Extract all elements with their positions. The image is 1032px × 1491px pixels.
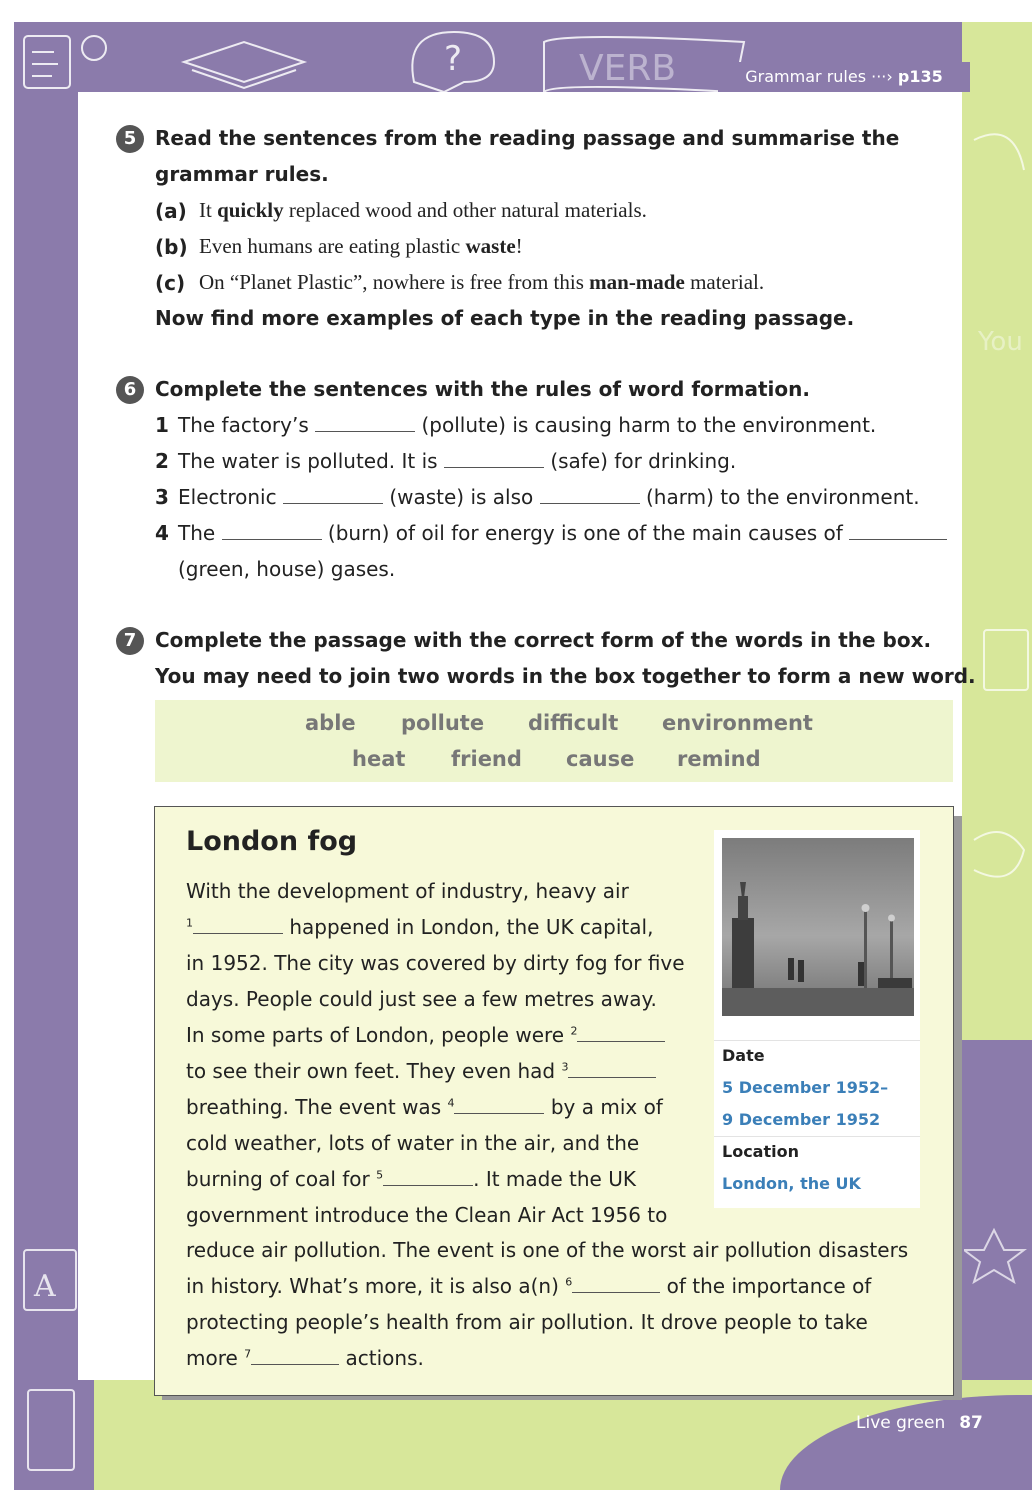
answer-blank[interactable] — [572, 1292, 660, 1293]
london-fog-photo — [722, 838, 914, 1016]
exercise-6-instruction: Complete the sentences with the rules of word formation. — [155, 377, 810, 401]
ex6-item-1-number: 1 — [155, 413, 169, 437]
svg-text:?: ? — [444, 39, 463, 79]
passage-line: breathing. The event was $^4$ by a mix of — [186, 1095, 663, 1119]
ex5-item-a: It quickly replaced wood and other natural materials. — [199, 198, 647, 222]
fact-box-divider — [714, 1136, 920, 1137]
location-label: Location — [722, 1142, 799, 1161]
grammar-rules-page: p135 — [897, 67, 943, 86]
passage-line: to see their own feet. They even had $^3$ — [186, 1059, 656, 1083]
svg-text:VERB: VERB — [579, 48, 677, 89]
date-label: Date — [722, 1046, 765, 1065]
ex6-item-3: Electronic (waste) is also (harm) to the environment. — [178, 485, 920, 509]
passage-line: $^1$ happened in London, the UK capital, — [186, 915, 654, 939]
ex6-item-3-number: 3 — [155, 485, 169, 509]
ex6-item-1: The factory’s (pollute) is causing harm to the environment. — [178, 413, 877, 437]
answer-blank[interactable] — [315, 431, 415, 432]
passage-line: With the development of industry, heavy air — [186, 879, 629, 903]
exercise-7-instruction-line1: Complete the passage with the correct form of the words in the box. — [155, 628, 932, 652]
exercise-6-number: 6 — [116, 376, 144, 404]
unit-name: Live green — [856, 1413, 946, 1433]
fact-box-divider — [714, 1040, 920, 1041]
doodle-right-icon — [964, 100, 1032, 1400]
answer-blank[interactable] — [444, 467, 544, 468]
passage-line: burning of coal for $^5$ . It made the UK — [186, 1167, 636, 1191]
passage-line: in 1952. The city was covered by dirty fog for five — [186, 951, 685, 975]
answer-blank[interactable] — [283, 503, 383, 504]
word-box-word: pollute — [401, 711, 485, 735]
word-box-word: able — [305, 711, 356, 735]
passage-line: In some parts of London, people were $^2$ — [186, 1023, 665, 1047]
ex6-item-2: The water is polluted. It is (safe) for drinking. — [178, 449, 737, 473]
ex6-item-4-continued: (green, house) gases. — [178, 557, 396, 581]
page-footer — [856, 1413, 983, 1433]
answer-blank[interactable] — [251, 1364, 339, 1365]
ex5-item-c: On “Planet Plastic”, nowhere is free from this man-made material. — [199, 270, 765, 294]
svg-text:You: You — [978, 327, 1023, 357]
passage-line: more $^7$ actions. — [186, 1346, 424, 1370]
word-box-word: difficult — [528, 711, 619, 735]
answer-blank[interactable] — [849, 539, 947, 540]
ex5-item-c-label: (c) — [155, 271, 186, 295]
exercise-5-instruction-line1: Read the sentences from the reading passage and summarise the — [155, 126, 900, 150]
exercise-5-number: 5 — [116, 125, 144, 153]
passage-line: cold weather, lots of water in the air, and the — [186, 1131, 640, 1155]
passage-line: reduce air pollution. The event is one of the worst air pollution disasters — [186, 1238, 909, 1262]
passage-line: days. People could just see a few metres away. — [186, 987, 657, 1011]
date-value-line1: 5 December 1952– — [722, 1078, 889, 1097]
date-value-line2: 9 December 1952 — [722, 1110, 881, 1129]
svg-text:A: A — [34, 1269, 56, 1304]
word-box-word: cause — [566, 747, 635, 771]
answer-blank[interactable] — [193, 933, 283, 934]
answer-blank[interactable] — [222, 539, 322, 540]
answer-blank[interactable] — [568, 1077, 656, 1078]
word-box-word: friend — [451, 747, 522, 771]
exercise-7-number: 7 — [116, 627, 144, 655]
word-box-word: remind — [677, 747, 761, 771]
passage-title: London fog — [186, 826, 358, 857]
exercise-5-instruction-line2: grammar rules. — [155, 162, 329, 186]
word-box-word: heat — [352, 747, 406, 771]
grammar-rules-label: Grammar rules — [745, 67, 867, 86]
arrow-icon: ···› — [871, 67, 893, 86]
page-number: 87 — [959, 1413, 983, 1433]
exercise-7-instruction-line2: You may need to join two words in the box together to form a new word. — [155, 664, 976, 688]
ex6-item-4: The (burn) of oil for energy is one of the main causes of — [178, 521, 947, 545]
answer-blank[interactable] — [383, 1185, 473, 1186]
ex5-item-b-label: (b) — [155, 235, 188, 259]
ex6-item-4-number: 4 — [155, 521, 169, 545]
grammar-rules-tab[interactable] — [718, 62, 970, 92]
passage-line: in history. What’s more, it is also a(n) $^6$ of the importance of — [186, 1274, 872, 1298]
ex5-item-a-label: (a) — [155, 199, 187, 223]
word-box-word: environment — [662, 711, 813, 735]
ex6-item-2-number: 2 — [155, 449, 169, 473]
answer-blank[interactable] — [540, 503, 640, 504]
answer-blank[interactable] — [454, 1113, 544, 1114]
passage-line: government introduce the Clean Air Act 1956 to — [186, 1203, 668, 1227]
ex5-item-b: Even humans are eating plastic waste! — [199, 234, 523, 258]
exercise-5-followup: Now find more examples of each type in the reading passage. — [155, 306, 855, 330]
location-value: London, the UK — [722, 1174, 861, 1193]
passage-line: protecting people’s health from air pollution. It drove people to take — [186, 1310, 868, 1334]
answer-blank[interactable] — [577, 1041, 665, 1042]
